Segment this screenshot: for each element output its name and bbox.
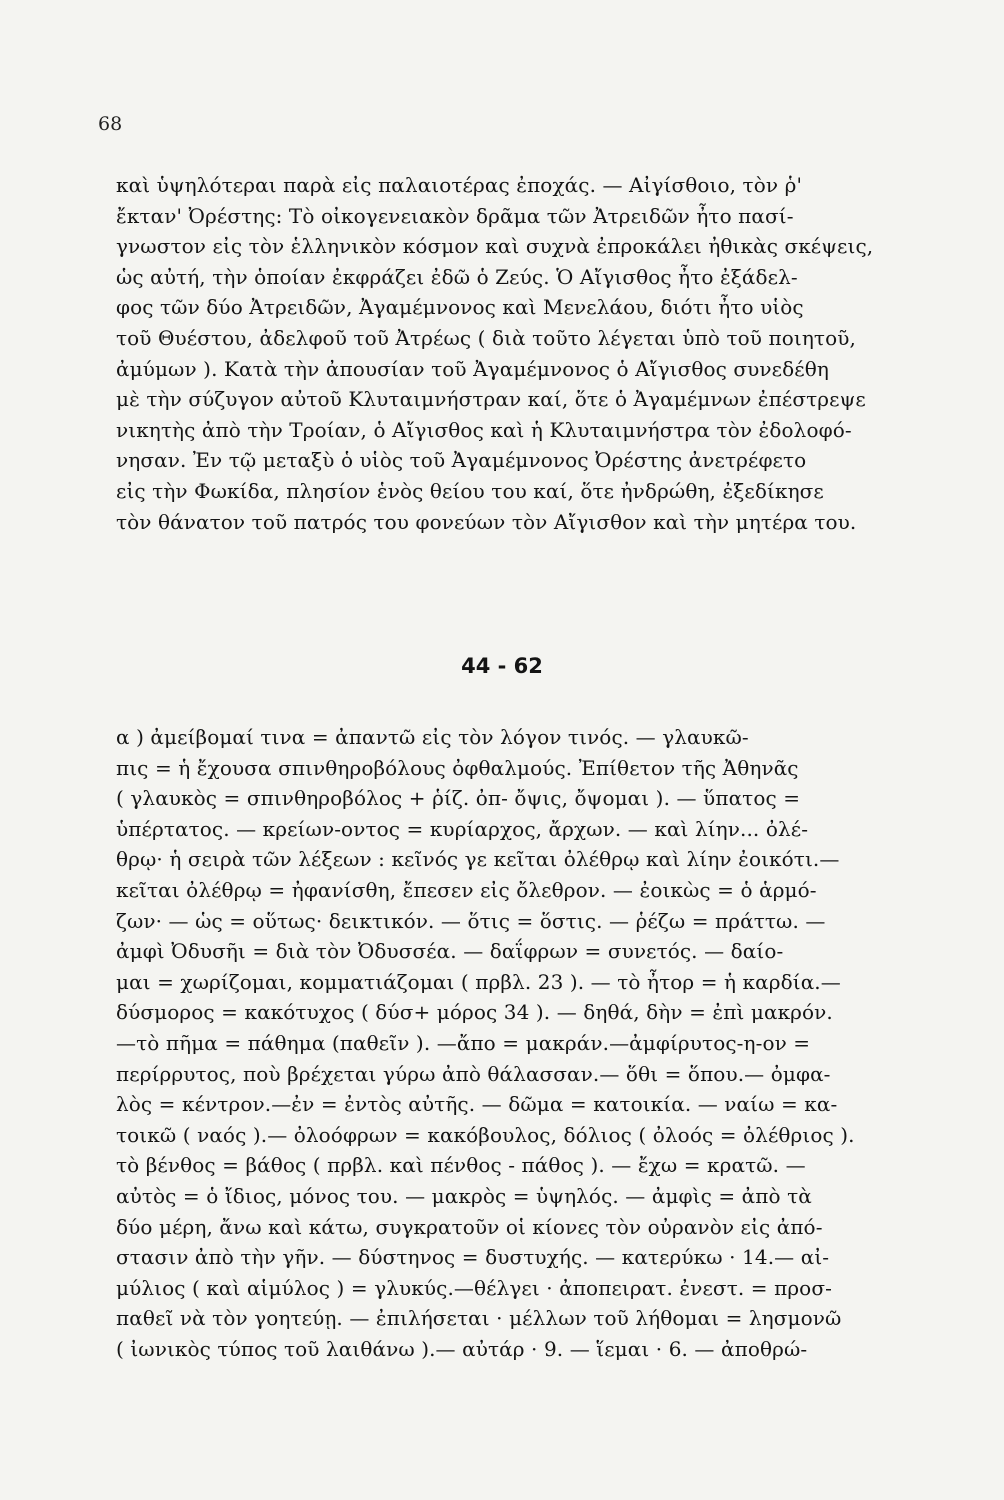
text-line: παθεῖ νὰ τὸν γοητεύῃ. — ἐπιλήσεται · μέλλων τοῦ λήθομαι = λησμονῶ <box>116 1306 842 1331</box>
text-line: ἔκταν' Ὀρέστης: Τὸ οἰκογενειακὸν δρᾶμα τῶν Ἀτρειδῶν ἦτο πασί- <box>116 203 794 228</box>
text-line: ὡς αὐτή, τὴν ὁποίαν ἐκφράζει ἐδῶ ὁ Ζεύς. Ὁ Αἴγισθος ἦτο ἐξάδελ- <box>116 264 798 289</box>
text-line: περίρρυτος, ποὺ βρέχεται γύρω ἀπὸ θάλασσαν.— ὅθι = ὅπου.— ὀμφα- <box>116 1061 831 1086</box>
text-line: πις = ἡ ἔχουσα σπινθηροβόλους ὀφθαλμούς. Ἐπίθετον τῆς Ἀθηνᾶς <box>116 755 799 780</box>
text-line: ἀμύμων ). Κατὰ τὴν ἀπουσίαν τοῦ Ἀγαμέμνονος ὁ Αἴγισθος συνεδέθη <box>116 356 829 381</box>
text-line: μὲ τὴν σύζυγον αὐτοῦ Κλυταιμνήστραν καί, ὅτε ὁ Ἀγαμέμνων ἐπέστρεψε <box>116 387 866 412</box>
text-line: νησαν. Ἐν τῷ μεταξὺ ὁ υἱὸς τοῦ Ἀγαμέμνονος Ὀρέστης ἀνετρέφετο <box>116 448 807 473</box>
text-line: θρῳ· ἡ σειρὰ τῶν λέξεων : κεῖνός γε κεῖται ὀλέθρῳ καὶ λίην ἐοικότι.— <box>116 847 840 872</box>
text-line: δύσμορος = κακότυχος ( δύσ+ μόρος 34 ). — δηθά, δὴν = ἐπὶ μακρόν. <box>116 1000 833 1025</box>
text-line: αὐτὸς = ὁ ἴδιος, μόνος του. — μακρὸς = ὑψηλός. — ἀμφὶς = ἀπὸ τὰ <box>116 1183 812 1208</box>
glossary-paragraph <box>116 722 976 1364</box>
section-heading: 44 - 62 <box>461 654 543 678</box>
text-line: ( γλαυκὸς = σπινθηροβόλος + ῥίζ. ὀπ- ὄψις, ὄψομαι ). — ὕπατος = <box>116 786 801 811</box>
text-line: καὶ ὑψηλότεραι παρὰ εἰς παλαιοτέρας ἐποχάς. — Αἰγίσθοιο, τὸν ῥ' <box>116 173 803 197</box>
page-number: 68 <box>98 113 123 135</box>
text-line: —τὸ πῆμα = πάθημα (παθεῖν ). —ἄπο = μακράν.—ἀμφίρυτος-η-ον = <box>116 1030 811 1055</box>
commentary-paragraph <box>116 170 976 537</box>
text-line: α ) ἀμείβομαί τινα = ἀπαντῶ εἰς τὸν λόγον τινός. — γλαυκῶ- <box>116 725 749 749</box>
text-line: τὸ βένθος = βάθος ( πρβλ. καὶ πένθος - πάθος ). — ἔχω = κρατῶ. — <box>116 1153 806 1178</box>
text-line: τοῦ Θυέστου, ἀδελφοῦ τοῦ Ἀτρέως ( διὰ τοῦτο λέγεται ὑπὸ τοῦ ποιητοῦ, <box>116 325 856 350</box>
text-line: φος τῶν δύο Ἀτρειδῶν, Ἀγαμέμνονος καὶ Μενελάου, διότι ἦτο υἱὸς <box>116 295 804 320</box>
text-line: νικητὴς ἀπὸ τὴν Τροίαν, ὁ Αἴγισθος καὶ ἡ Κλυταιμνήστρα τὸν ἐδολοφό- <box>116 417 852 442</box>
text-line: μαι = χωρίζομαι, κομματιάζομαι ( πρβλ. 23 ). — τὸ ἦτορ = ἡ καρδία.— <box>116 969 841 994</box>
text-line: ὑπέρτατος. — κρείων-οντος = κυρίαρχος, ἄρχων. — καὶ λίην... ὀλέ- <box>116 816 809 841</box>
text-line: γνωστον εἰς τὸν ἑλληνικὸν κόσμον καὶ συχνὰ ἐπροκάλει ἠθικὰς σκέψεις, <box>116 234 874 259</box>
text-line: κεῖται ὀλέθρῳ = ἠφανίσθη, ἔπεσεν εἰς ὄλεθρον. — ἐοικὼς = ὁ ἁρμό- <box>116 877 817 902</box>
text-line: λὸς = κέντρον.—ἐν = ἐντὸς αὐτῆς. — δῶμα = κατοικία. — ναίω = κα- <box>116 1092 838 1117</box>
text-line: ζων· — ὡς = οὕτως· δεικτικόν. — ὅτις = ὅστις. — ῥέζω = πράττω. — <box>116 908 826 933</box>
text-line: εἰς τὴν Φωκίδα, πλησίον ἑνὸς θείου του καί, ὅτε ἠνδρώθη, ἐξεδίκησε <box>116 478 824 503</box>
text-line: μύλιος ( καὶ αἱμύλος ) = γλυκύς.—θέλγει · ἀποπειρατ. ἐνεστ. = προσ- <box>116 1275 832 1300</box>
text-line: τοικῶ ( ναός ).— ὀλοόφρων = κακόβουλος, δόλιος ( ὀλοός = ὀλέθριος ). <box>116 1122 855 1147</box>
text-line: ( ἰωνικὸς τύπος τοῦ λαιθάνω ).— αὐτάρ · 9. — ἵεμαι · 6. — ἀποθρώ- <box>116 1336 808 1361</box>
text-line: ἀμφὶ Ὀδυσῆι = διὰ τὸν Ὀδυσσέα. — δαΐφρων = συνετός. — δαίο- <box>116 939 784 964</box>
text-line: στασιν ἀπὸ τὴν γῆν. — δύστηνος = δυστυχής. — κατερύκω · 14.— αἰ- <box>116 1245 830 1270</box>
text-line: τὸν θάνατον τοῦ πατρός του φονεύων τὸν Αἴγισθον καὶ τὴν μητέρα του. <box>116 509 857 534</box>
text-line: δύο μέρη, ἄνω καὶ κάτω, συγκρατοῦν οἱ κίονες τὸν οὐρανὸν εἰς ἀπό- <box>116 1214 823 1239</box>
